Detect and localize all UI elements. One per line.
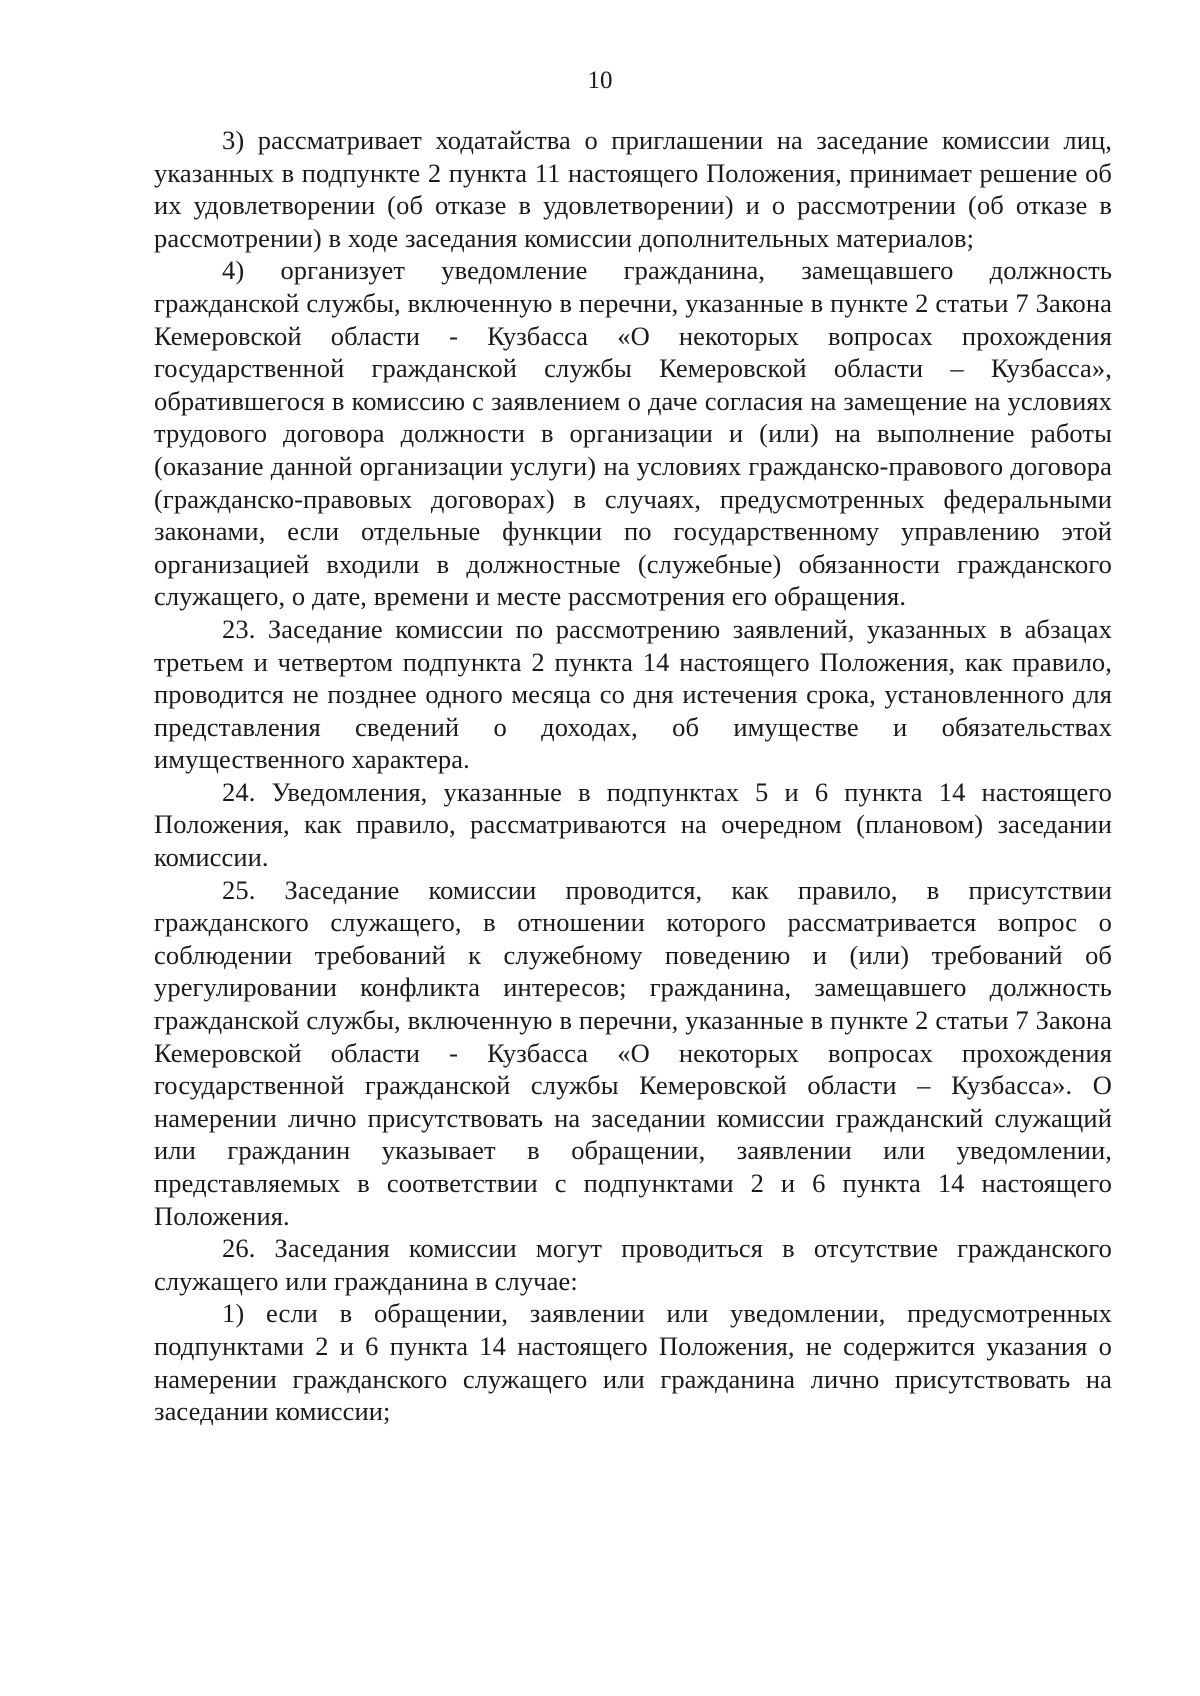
paragraph-clause-23: 23. Заседание комиссии по рассмотрению заявлений, указанных в абзацах третьем и четвертом подпункта 2 пункта 14 настоящего Положения, как правило, проводится не позднее одного месяца со дня истечения срока, установленного для представления сведений о доходах, об имуществе и обязательствах имущественного характера. (154, 613, 1112, 775)
paragraph-item-3: 3) рассматривает ходатайства о приглашении на заседание комиссии лиц, указанных в подпункте 2 пункта 11 настоящего Положения, принимает решение об их удовлетворении (об отказе в удовлетворении) и о рассмотрении (об отказе в рассмотрении) в ходе заседания комиссии дополнительных материалов; (154, 125, 1112, 253)
paragraph-clause-25: 25. Заседание комиссии проводится, как правило, в присутствии гражданского служащего, в отношении которого рассматривается вопрос о соблюдении требований к служебному поведению и (или) требований об урегулировании конфликта интересов; гражданина, замещавшего должность гражданской службы, включенную в перечни, указанные в пункте 2 статьи 7 Закона Кемеровской области - Кузбасса «О некоторых вопросах прохождения государственной гражданской службы Кемеровской области – Кузбасса». О намерении лично присутствовать на заседании комиссии гражданский служащий или гражданин указывает в обращении, заявлении или уведомлении, представляемых в соответствии с подпунктами 2 и 6 пункта 14 настоящего Положения. (154, 874, 1112, 1231)
paragraph-clause-26-item-1: 1) если в обращении, заявлении или уведомлении, предусмотренных подпунктами 2 и 6 пункта 14 настоящего Положения, не содержится указания о намерении гражданского служащего или гражданина лично присутствовать на заседании комиссии; (154, 1298, 1112, 1427)
page-number: 10 (587, 67, 613, 94)
document-body (154, 124, 1112, 1428)
paragraph-item-4: 4) организует уведомление гражданина, замещавшего должность гражданской службы, включенную в перечни, указанные в пункте 2 статьи 7 Закона Кемеровской области - Кузбасса «О некоторых вопросах прохождения государственной гражданской службы Кемеровской области – Кузбасса», обратившегося в комиссию с заявлением о даче согласия на замещение на условиях трудового договора должности в организации и (или) на выполнение работы (оказание данной организации услуги) на условиях гражданско-правового договора (гражданско-правовых договорах) в случаях, предусмотренных федеральными законами, если отдельные функции по государственному управлению этой организацией входили в должностные (служебные) обязанности гражданского служащего, о дате, времени и месте рассмотрения его обращения. (154, 255, 1112, 612)
paragraph-clause-26: 26. Заседания комиссии могут проводиться в отсутствие гражданского служащего или гражданина в случае: (154, 1233, 1112, 1296)
paragraph-clause-24: 24. Уведомления, указанные в подпунктах 5 и 6 пункта 14 настоящего Положения, как правило, рассматриваются на очередном (плановом) заседании комиссии. (154, 776, 1112, 873)
